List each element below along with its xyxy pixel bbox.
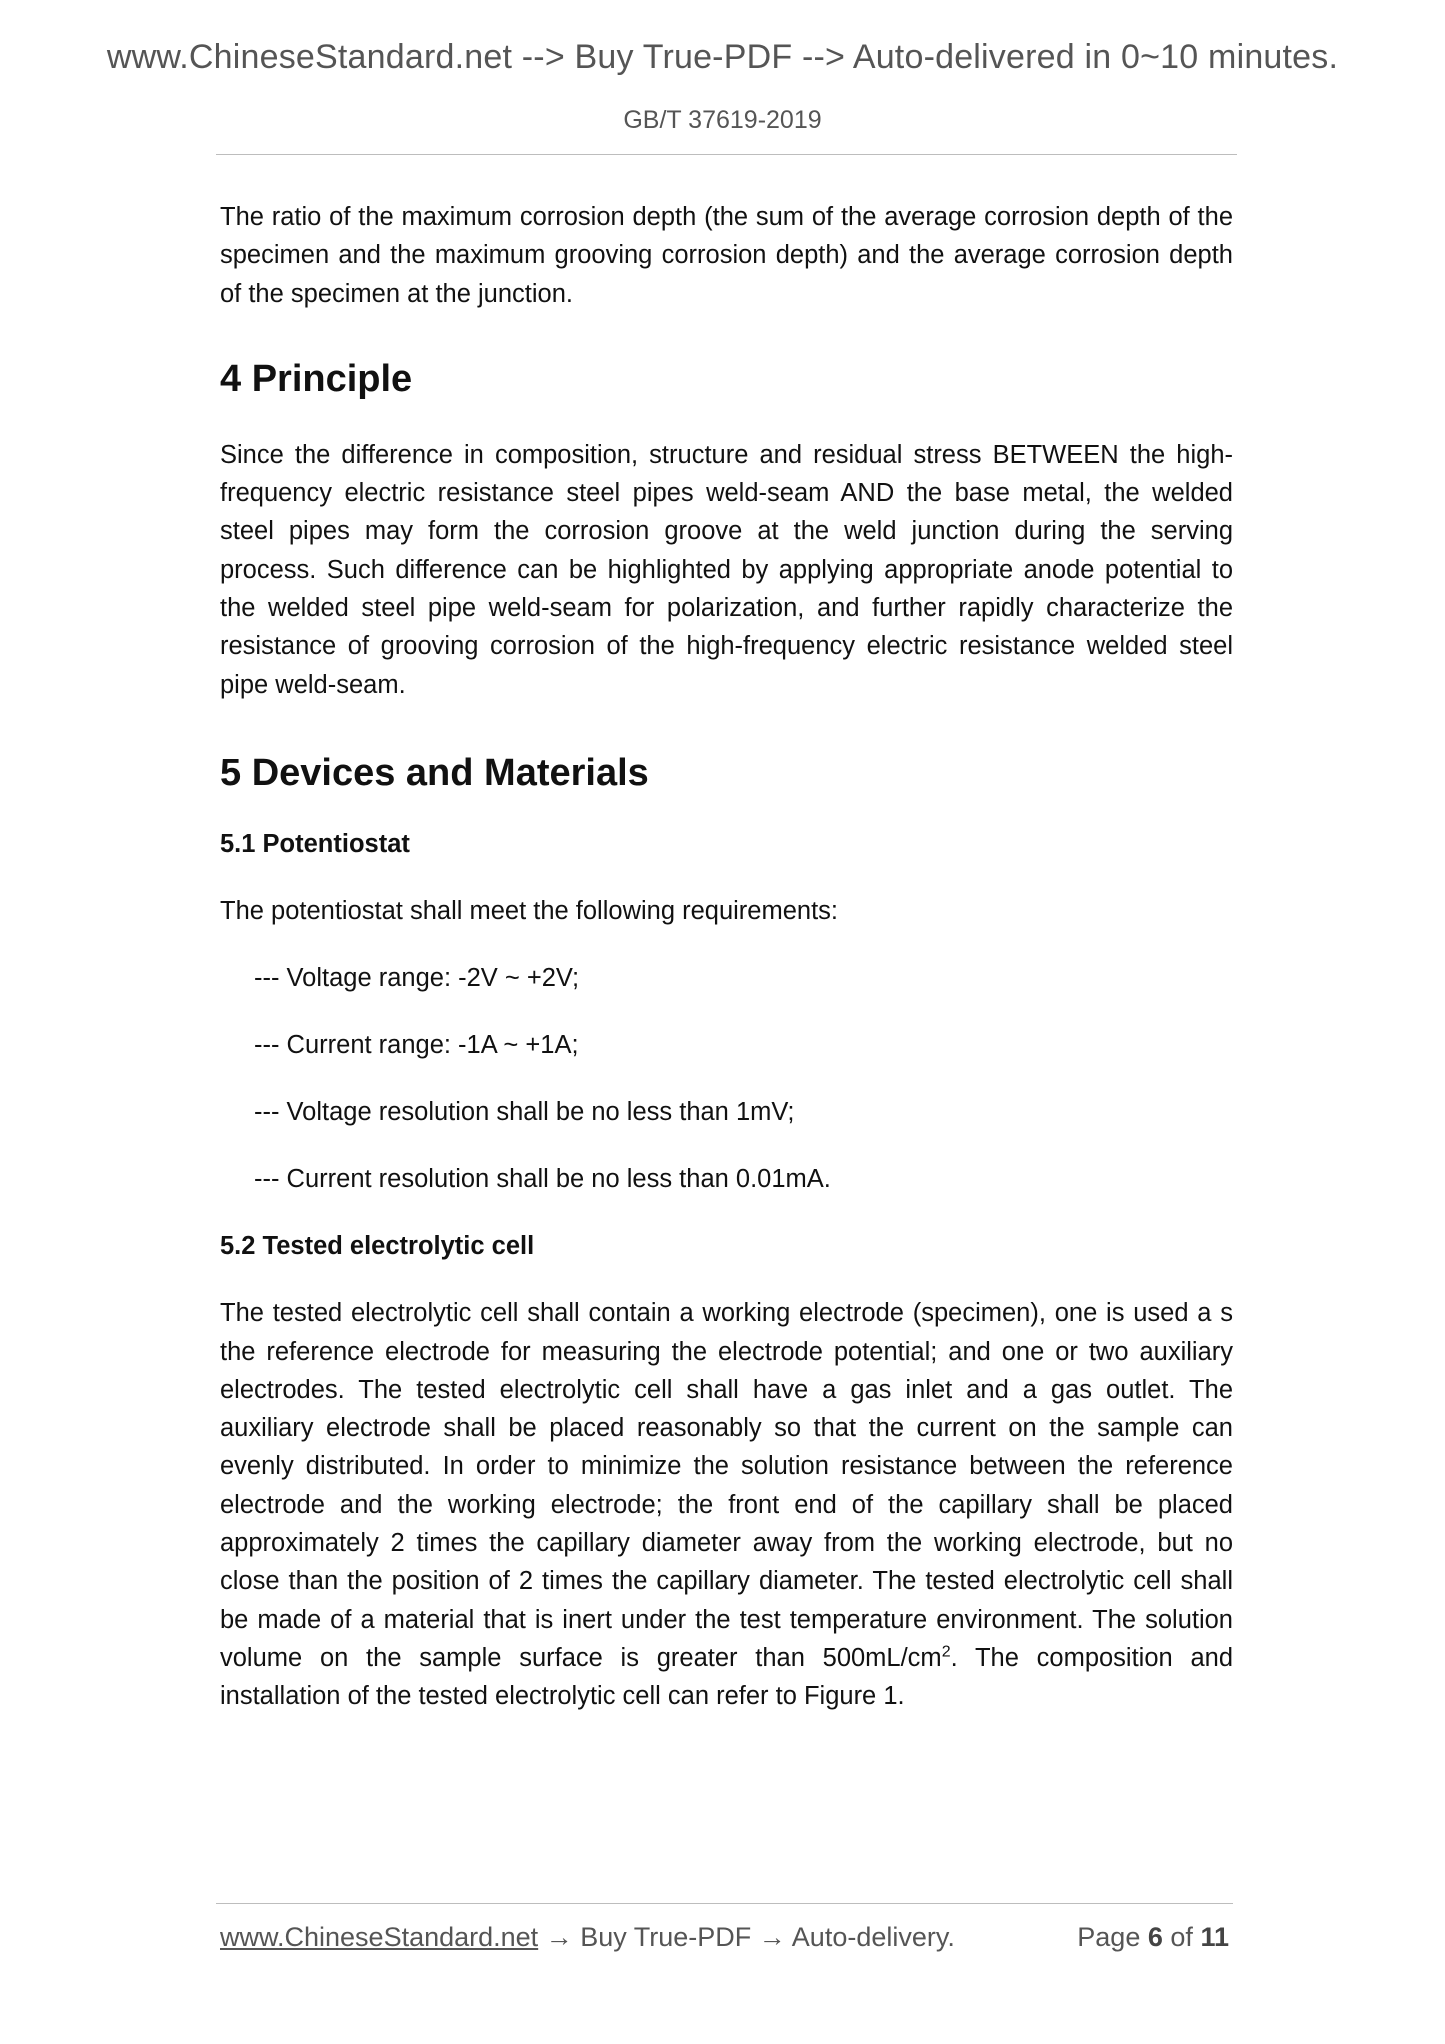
page-indicator — [1077, 1922, 1229, 1953]
section-5-1-heading: 5.1 Potentiostat — [220, 829, 410, 858]
arrow-right-icon: → — [545, 1922, 573, 1952]
arrow-right-icon: → — [758, 1922, 786, 1952]
page-label: Page — [1077, 1922, 1141, 1952]
requirement-voltage-range: --- Voltage range: -2V ~ +2V; — [254, 964, 580, 993]
footer-buy-text: Buy True-PDF — [580, 1922, 752, 1952]
section-4-paragraph: Since the difference in composition, structure and residual stress BETWEEN the high-frequency electric resistance steel pipes weld-seam AND the base metal, the welded steel pipes may form the corrosion groove at the weld junction during the serving process. Such difference can be highlighted by applying appropriate anode potential to the welded steel pipe weld-seam for polarization, and further rapidly characterize the resistance of grooving corrosion of the high-frequency electric resistance welded steel pipe weld-seam. — [220, 440, 1233, 699]
header-divider — [216, 154, 1237, 155]
page-footer — [220, 1922, 1233, 1962]
footer-site-link[interactable]: www.ChineseStandard.net — [220, 1922, 539, 1952]
requirement-current-range: --- Current range: -1A ~ +1A; — [254, 1031, 579, 1060]
section-5-heading: 5 Devices and Materials — [220, 751, 649, 794]
footer-left — [220, 1922, 955, 1953]
section-5-2-paragraph — [220, 1294, 1233, 1715]
site-banner: www.ChineseStandard.net --> Buy True-PDF --> Auto-delivered in 0~10 minutes. — [106, 38, 1339, 76]
section-5-1-intro: The potentiostat shall meet the following requirements: — [220, 896, 839, 925]
standard-number: GB/T 37619-2019 — [623, 106, 822, 134]
page-content — [220, 198, 1233, 1716]
section-5-2-text-end: . The composition and installation of the tested electrolytic cell can refer to Figure 1. — [220, 1643, 1234, 1711]
section-5-2-heading: 5.2 Tested electrolytic cell — [220, 1232, 535, 1261]
requirement-voltage-resolution: --- Voltage resolution shall be no less than 1mV; — [254, 1098, 795, 1127]
section-5-2-text: The tested electrolytic cell shall contain a working electrode (specimen), one is used a s the reference electrode for measuring the electrode potential; and one or two auxiliary electrodes. The tested electrolytic cell shall have a gas inlet and a gas outlet. The auxiliary electrode shall be placed reasonably so that the current on the sample can evenly distributed. In order to minimize the solution resistance between the reference electrode and the working electrode; the front end of the capillary shall be placed approximately 2 times the capillary diameter away from the working electrode, but no close than the position of 2 times the capillary diameter. The tested electrolytic cell shall be made of a material that is inert under the test temperature environment. The solution volume on the sample surface is greater than 500mL/cm — [220, 1299, 1233, 1672]
page-of-label: of — [1170, 1922, 1193, 1952]
intro-paragraph: The ratio of the maximum corrosion depth (the sum of the average corrosion depth of the specimen and the maximum grooving corrosion depth) and the average corrosion depth of the specimen at the junction. — [220, 203, 1233, 308]
requirement-current-resolution: --- Current resolution shall be no less than 0.01mA. — [254, 1165, 831, 1194]
footer-divider — [216, 1903, 1233, 1904]
page-current: 6 — [1147, 1922, 1163, 1952]
footer-delivery-text: Auto-delivery. — [791, 1922, 955, 1952]
page-total: 11 — [1200, 1922, 1229, 1952]
superscript-two: 2 — [941, 1643, 951, 1661]
section-4-heading: 4 Principle — [220, 357, 413, 400]
